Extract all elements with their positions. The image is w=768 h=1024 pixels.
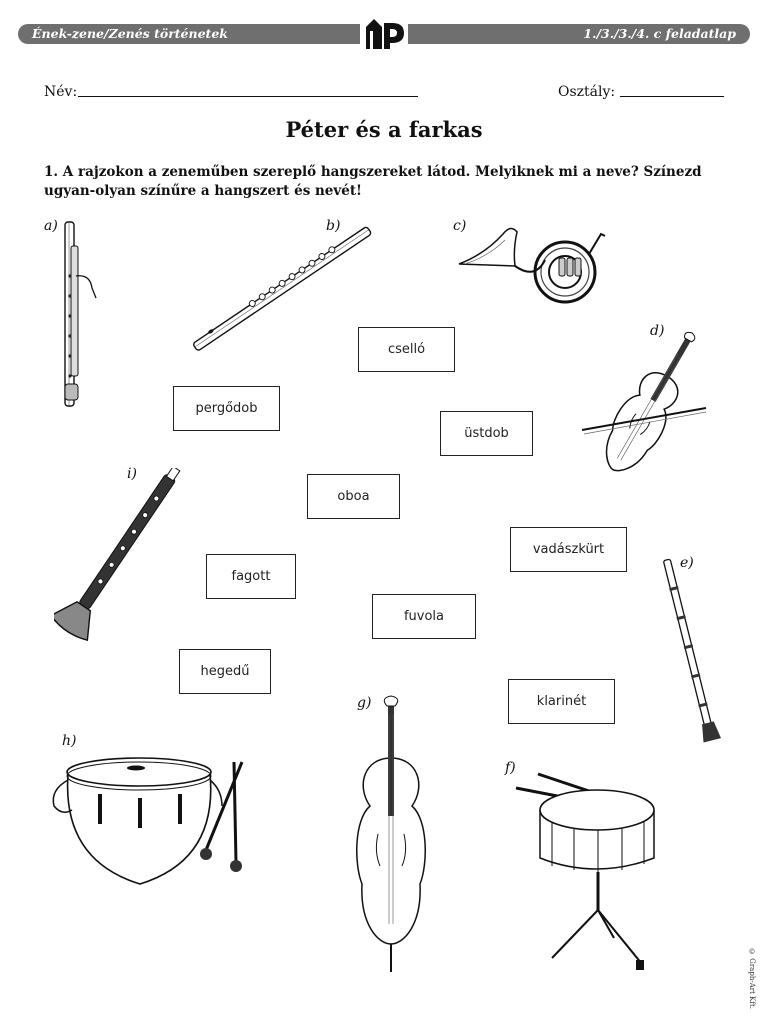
word-box-cello[interactable]: cselló — [358, 327, 455, 372]
word-box-flute[interactable]: fuvola — [372, 594, 476, 639]
flute-icon — [180, 222, 386, 358]
label-f: f) — [505, 760, 516, 776]
class-field[interactable] — [620, 96, 724, 97]
label-i: i) — [127, 466, 137, 482]
name-field[interactable] — [78, 96, 418, 97]
name-label: Név: — [44, 84, 78, 100]
label-b: b) — [326, 218, 341, 234]
word-box-french-horn[interactable]: vadászkürt — [510, 527, 627, 572]
header-worksheet-id: 1./3./3./4. c feladatlap — [583, 26, 736, 41]
word-box-bassoon[interactable]: fagott — [206, 554, 296, 599]
header-subject: Ének-zene/Zenés történetek — [32, 26, 228, 41]
violin-icon — [578, 326, 710, 490]
label-a: a) — [44, 218, 58, 234]
clarinet-icon — [54, 468, 186, 644]
label-c: c) — [453, 218, 467, 234]
word-box-oboe[interactable]: oboa — [307, 474, 400, 519]
snare-drum-icon — [512, 770, 662, 976]
page-title: Péter és a farkas — [285, 117, 483, 142]
label-e: e) — [680, 555, 694, 571]
publisher-logo — [360, 15, 408, 51]
bassoon-icon — [50, 216, 110, 408]
word-box-snare-drum[interactable]: pergődob — [173, 386, 280, 431]
label-h: h) — [62, 733, 77, 749]
timpani-icon — [46, 750, 246, 898]
word-box-clarinet[interactable]: klarinét — [508, 679, 615, 724]
word-box-timpani[interactable]: üstdob — [440, 411, 533, 456]
task-instruction: 1. A rajzokon a zeneműben szereplő hangszereket látod. Melyiknek mi a neve? Színezd ugyan-olyan színűre a hangszert és nevét! — [44, 164, 702, 199]
label-g: g) — [357, 695, 372, 711]
cello-icon — [350, 694, 432, 974]
oboe-icon — [655, 555, 725, 747]
french-horn-icon — [455, 220, 613, 312]
class-label: Osztály: — [558, 84, 616, 100]
word-box-violin[interactable]: hegedű — [179, 649, 271, 694]
copyright-notice: © Graph-Art Kft. — [748, 948, 756, 1009]
label-d: d) — [650, 323, 665, 339]
